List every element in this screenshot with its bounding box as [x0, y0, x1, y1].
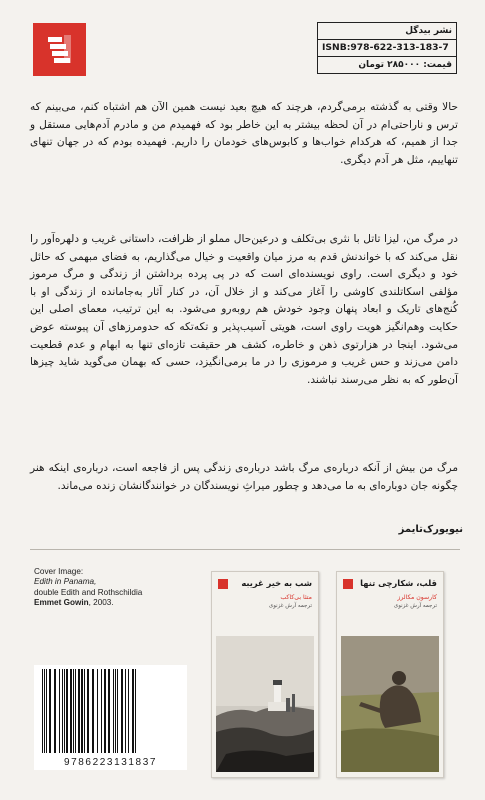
barcode-number: 9786223131837 [63, 757, 158, 768]
related-book-author: متئا بی‌کاکب [280, 594, 312, 601]
isbn: ISNB:978-622-313-183-7 [318, 40, 456, 57]
credit-work-title: Edith in Panama, [34, 577, 97, 587]
related-book-author: کارسون مکالرز [397, 594, 437, 601]
related-book-title: قلب، شکارچی تنها [360, 578, 437, 588]
publisher-mini-logo [218, 579, 228, 589]
credit-artist: Emmet Gowin [34, 598, 89, 608]
barcode-bars [34, 665, 187, 757]
summary-paragraph: در مرگ من، لیزا تاتل با نثری بی‌تکلف و درعین‌حال مملو از ظرافت، داستانی غریب و دلهره‌آور را نقل می‌کند که با خواندنش قدم به مرز میان واقعیت و خیال می‌گذاریم، به فضای مبهمی که حائل خود و دیگری است. راوی نویسنده‌ای است که در پی پرده برداشتن از زندگی و مرگ مرموز مؤلفی اسکاتلندی کاوشی را آغاز می‌کند و از خلال آن، در کنار آثار به‌جامانده از زندگی او با کُنج‌های تاریک و ابعاد پنهان وجود خودش هم رو‌به‌رو می‌شود. به این ترتیب، معمای اصلی این حکایت وهم‌انگیز هویت راوی است، هویتی آسیب‌پذیر و تکه‌تکه که حدومرزهای آن پیوسته عوض می‌شود. اینجا در هزارتوی ذهن و خاطره، کشف هر حقیقت تازه‌ای تنها به ابهام و عدم قطعیت دامن می‌زند و حس غریب و مرموزی را در ما برمی‌انگیزد، حسی که بهمان می‌گوید شاید چیزها آن‌طور که به نظر می‌رسند نباشند. [30, 233, 458, 386]
cover-photo-lighthouse [216, 636, 314, 772]
cover-photo-field [341, 636, 439, 772]
publisher-name: نشر بیدگل [318, 23, 456, 40]
review-attribution: نیویورک‌تایمز [398, 524, 463, 535]
review-quote: مرگ من بیش از آنکه درباره‌ی مرگ باشد درباره‌ی زندگی پس از فاجعه است، درباره‌ی اینکه هنر چگونه جان دوباره‌ای به ما می‌دهد و چطور میراثِ نویسندگان در خوانندگانشان زنده می‌ماند. [30, 462, 458, 492]
credit-year: , 2003. [88, 598, 114, 608]
related-book-translator: ترجمه آرش غزنوی [268, 603, 312, 609]
related-book-title: شب به خیر غریبه [241, 578, 312, 588]
cover-image-credit [34, 567, 194, 609]
divider [30, 549, 460, 550]
publisher-info-box [317, 22, 457, 74]
related-book-1 [211, 571, 319, 778]
related-book-translator: ترجمه آرش غزنوی [393, 603, 437, 609]
credit-heading: Cover Image: [34, 567, 84, 576]
related-book-2 [336, 571, 444, 778]
excerpt-paragraph: حالا وقتی به گذشته برمی‌گردم، هرچند که هیچ بعید نیست همین الآن هم اشتباه کنم، می‌بینم که ترس و ناراحتی‌ام در آن لحظه بیشتر به این خاطر بود که فهمیدم من و مادرم آدم‌هایی مستقل و جدا از همیم، که هرکدام خواب‌ها و کابوس‌های خودمان را داریم. فهمیده بودم که در جهان تنهای تنهاییم، مثل هر آدم دیگری. [30, 101, 458, 166]
barcode [34, 665, 187, 770]
publisher-mini-logo [343, 579, 353, 589]
credit-work-detail: double Edith and Rothschildia [34, 587, 143, 597]
publisher-logo-mark [33, 23, 86, 76]
price: قیمت: ۲۸۵۰۰۰ تومان [358, 60, 452, 70]
publisher-logo [33, 23, 86, 76]
